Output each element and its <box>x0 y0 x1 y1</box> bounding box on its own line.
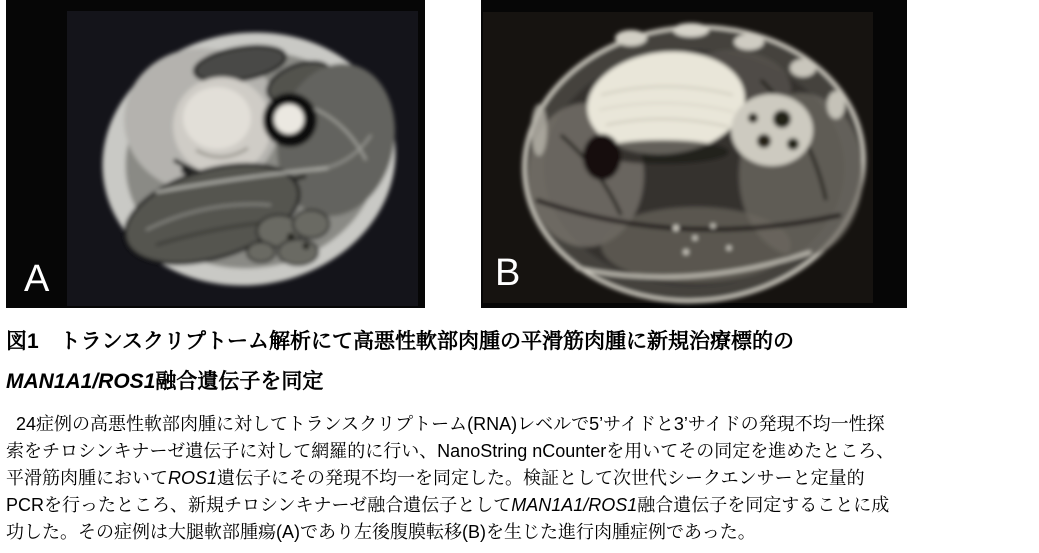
text-segment: 融合遺伝子を同定することに成 <box>637 495 890 515</box>
caption-body <box>6 411 1034 546</box>
mri-panel-a <box>6 0 425 308</box>
bright-speckle <box>711 224 716 229</box>
text-segment: 融合遺伝子を同定 <box>155 370 324 393</box>
bright-mottled-tissue <box>731 94 813 166</box>
tissue-texture <box>601 207 791 283</box>
skin-rim-highlight <box>531 104 547 156</box>
skin-rim-highlight <box>615 30 647 46</box>
skin-rim-highlight <box>827 91 845 119</box>
dark-focus <box>757 134 771 148</box>
caption-title-line2 <box>6 370 1034 394</box>
caption-body-line <box>6 519 1034 546</box>
mri-panel-b <box>481 0 907 308</box>
dark-focus <box>787 138 799 150</box>
caption-body-line <box>6 465 1034 492</box>
bright-speckle <box>727 246 732 251</box>
panel-b-label: B <box>495 252 521 294</box>
caption-body-line <box>6 438 1034 465</box>
text-segment: MAN1A1/ROS1 <box>511 495 638 515</box>
femur-marrow <box>274 104 304 134</box>
vessel-speckle <box>303 243 310 250</box>
bright-speckle <box>693 236 698 241</box>
dark-focus <box>773 110 791 128</box>
text-segment: ROS1 <box>168 468 218 488</box>
mri-thigh-image <box>6 0 425 308</box>
bright-speckle <box>683 249 689 255</box>
text-segment: 功した。その症例は大腿軟部腫瘍(A)であり左後腹膜転移(B)を生じた進行肉腫症例であった。 <box>6 522 756 542</box>
vessel-speckle <box>287 233 295 241</box>
text-segment: MAN1A1/ROS1 <box>6 370 156 393</box>
caption-body-line <box>6 492 1034 519</box>
dark-cavity <box>583 134 621 180</box>
text-segment: PCRを行ったところ、新規チロシンキナーゼ融合遺伝子として <box>6 495 512 515</box>
panel-a-label: A <box>24 258 50 300</box>
skin-rim-highlight <box>673 23 709 37</box>
text-segment: 平滑筋肉腫において <box>6 468 168 488</box>
dark-focus <box>748 113 758 123</box>
text-segment: 索をチロシンキナーゼ遺伝子に対して網羅的に行い、NanoString nCounterを用いてその同定を進めたところ、 <box>6 441 895 461</box>
mri-pelvis-image <box>481 0 907 308</box>
text-segment: 24症例の高悪性軟部肉腫に対してトランスクリプトーム(RNA)レベルで5’サイドと3’サイドの発現不均一性探 <box>6 414 885 434</box>
caption-body-line <box>6 411 1034 438</box>
skin-rim-highlight <box>734 34 764 50</box>
caption-title-line1: 図1 トランスクリプトーム解析にて高悪性軟部肉腫の平滑筋肉腫に新規治療標的の <box>6 330 795 353</box>
text-segment: 遺伝子にその発現不均一を同定した。検証として次世代シークエンサーと定量的 <box>217 468 865 488</box>
figure-caption <box>6 330 1034 546</box>
bright-speckle <box>673 225 679 231</box>
tumor-mass-bright-core <box>183 87 251 149</box>
skin-rim-highlight <box>790 59 816 77</box>
